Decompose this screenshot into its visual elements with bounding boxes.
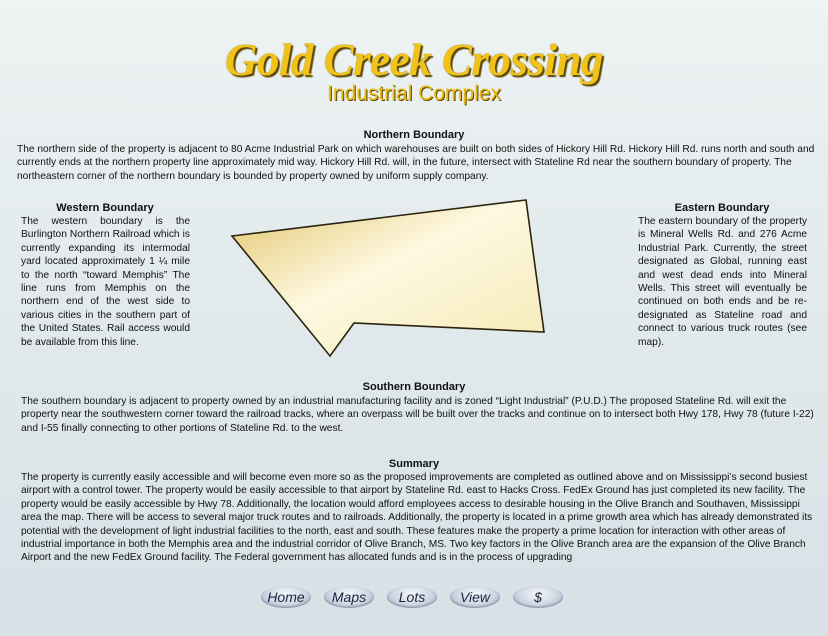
nav-lots-button[interactable]: Lots xyxy=(387,586,437,608)
southern-boundary-text: The southern boundary is adjacent to property owned by an industrial manufacturing facility and is zoned “Light Industrial” (P.U.D.) The proposed Stateline Rd. will exit the property near the southwestern corner toward the railroad tracks, where an overpass will be built over the tracks and continue on to intersect both Hwy 178, Hwy 78 (future I-22) and I-55 finally connecting to other portions of Stateline Rd. to the west. xyxy=(21,396,814,434)
page-subtitle: Industrial Complex xyxy=(327,82,501,105)
page-title: Gold Creek Crossing xyxy=(224,35,604,85)
summary-heading: Summary xyxy=(388,458,440,470)
northern-boundary-heading: Northern Boundary xyxy=(363,129,465,141)
eastern-boundary-heading: Eastern Boundary xyxy=(674,202,770,214)
nav-home-button[interactable]: Home xyxy=(261,586,311,608)
western-boundary-text: The western boundary is the Burlington Northern Railroad which is currently expanding its intermodal yard located approximately 1 ¼ mile to the north “toward Memphis” The line runs from Memphis on the northern end of the west side to various cities in the southern part of the United States. Rail access would be available from this line. xyxy=(21,216,190,348)
property-outline-map xyxy=(228,196,558,361)
summary-text: The property is currently easily accessible and will become even more so as the proposed improvements are completed as outlined above and on Mississippi’s second busiest airport with a control tower. The property would be easily accessible to that airport by Stateline Rd. east to Hacks Cross. FedEx Ground has just completed its new facility. The property would be easily accessible by Hwy 78. Additionally, the location would afford employees access to desirable housing in the Olive Branch and Southaven, Mississippi area the map. There will be access to several major truck routes and to railroads. Additionally, the property is located in a prime growth area which has already demonstrated its potential with the development of light industrial facilities to the north, east and south. These features make the property a prime location for interaction with other areas of industrial importance in both the Memphis area and the industrial corridor of Olive Branch, MS. Two key factors in the Olive Branch area are the expansion of the Olive Branch Airport and the new FedEx Ground facility. The Federal government has allocated funds and is in the process of upgrading xyxy=(21,472,813,564)
nav-pricing-button[interactable]: $ xyxy=(513,586,563,608)
eastern-boundary-text: The eastern boundary of the property is Mineral Wells Rd. and 276 Acme Industrial Park. Currently, the street designated as Global, running east and west dead ends into Mineral Wells. This street will eventually be continued on both ends and be re-designated as Stateline road and connect to various truck routes (see map). xyxy=(638,216,807,348)
southern-boundary-heading: Southern Boundary xyxy=(362,381,466,393)
nav-view-button[interactable]: View xyxy=(450,586,500,608)
northern-boundary-text: The northern side of the property is adjacent to 80 Acme Industrial Park on which warehouses are built on both sides of Hickory Hill Rd. Hickory Hill Rd. runs north and south and currently ends at the northern property line approximately mid way. Hickory Hill Rd. will, in the future, intersect with Stateline Rd near the southern boundary of property. The northeastern corner of the northern boundary is bounded by property owned by uniform supply company. xyxy=(17,144,815,182)
western-boundary-heading: Western Boundary xyxy=(56,202,154,214)
property-outline-shape xyxy=(232,200,544,356)
nav-maps-button[interactable]: Maps xyxy=(324,586,374,608)
